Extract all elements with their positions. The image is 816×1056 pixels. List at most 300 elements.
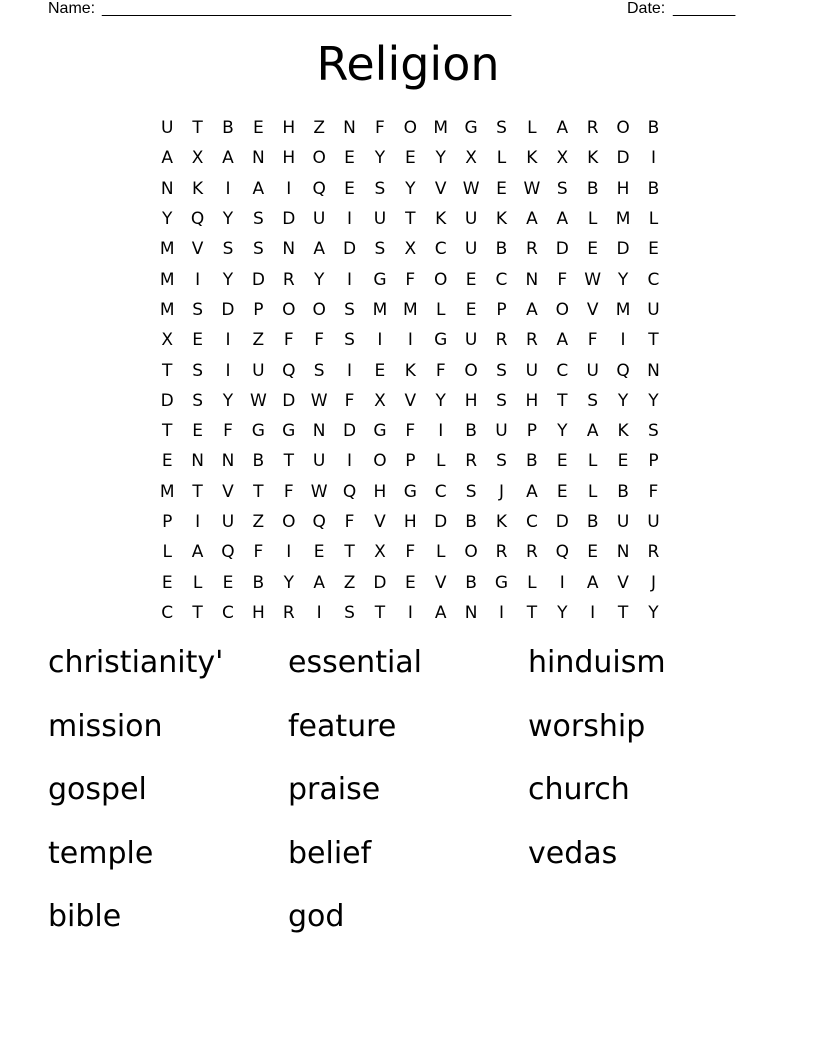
grid-letter: H [525,390,539,411]
grid-letter: D [342,421,357,442]
grid-letter: M [159,299,175,320]
grid-letter: D [282,390,296,411]
grid-letter: A [191,542,204,563]
grid-letter: S [252,209,264,230]
grid-letter: O [282,299,296,320]
grid-letter: N [221,451,235,472]
grid-letter: S [192,390,203,411]
word-list-item: gospel [48,772,147,807]
grid-letter: R [525,542,538,563]
grid-letter: N [616,542,630,563]
grid-letter: K [192,178,204,199]
grid-letter: L [435,299,446,320]
grid-letter: E [161,572,173,593]
grid-letter: S [192,360,203,381]
grid-letter: U [312,209,326,230]
grid-letter: W [462,178,480,199]
grid-letter: Y [648,602,659,623]
word-list-item: belief [288,835,372,871]
grid-letter: F [223,421,233,442]
grid-letter: E [192,330,203,351]
grid-letter: N [464,602,478,623]
grid-letter: E [465,269,477,290]
grid-letter: R [495,542,508,563]
grid-letter: G [373,421,387,442]
grid-letter: T [405,209,416,230]
grid-letter: J [650,572,656,593]
word-list [48,637,768,955]
grid-letter: I [559,572,565,593]
grid-letter: Y [162,209,173,230]
grid-letter: U [464,209,478,230]
grid-letter: H [464,390,478,411]
grid-letter: V [434,178,447,199]
grid-letter: I [225,178,231,199]
word-list-item: mission [48,708,163,744]
grid-letter: I [347,209,353,230]
grid-letter: C [525,512,538,532]
date-label: Date: [627,0,666,17]
grid-letter: O [434,269,448,290]
header-fields [48,0,748,20]
grid-letter: C [434,481,447,502]
grid-letter: R [282,602,295,623]
grid-letter: L [587,209,598,230]
grid-letter: T [648,330,659,351]
word-list-item: bible [48,899,122,934]
grid-letter: G [494,572,509,593]
grid-letter: I [347,269,353,290]
grid-letter: F [375,118,385,139]
grid-letter: V [434,572,447,593]
name-line: ______________________________________________ [102,0,512,17]
grid-letter: R [647,542,660,563]
grid-letter: L [648,209,659,230]
grid-letter: L [587,451,598,472]
grid-letter: Y [222,269,234,290]
grid-letter: A [526,209,538,230]
grid-letter: Q [282,360,296,381]
grid-letter: S [496,390,507,411]
grid-letter: V [404,390,417,411]
grid-letter: Z [313,118,325,139]
grid-letter: E [404,148,416,169]
grid-letter: F [557,269,568,290]
grid-letter: Q [312,512,326,532]
grid-letter: P [526,421,538,442]
grid-letter: D [434,512,448,532]
grid-letter: F [344,512,355,532]
word-list-item: church [528,772,630,807]
grid-letter: N [312,421,326,442]
grid-letter: S [313,360,325,381]
grid-letter: I [225,360,231,381]
grid-letter: A [222,148,234,169]
grid-letter: X [465,148,477,169]
grid-letter: T [526,602,538,623]
grid-letter: U [495,421,508,442]
grid-letter: T [557,390,568,411]
grid-letter: L [192,572,203,593]
grid-letter: A [586,421,599,442]
grid-letter: S [496,360,507,381]
grid-letter: L [496,148,507,169]
grid-letter: L [587,481,598,502]
grid-letter: F [344,390,355,411]
grid-letter: D [373,572,387,593]
word-list-item: god [288,899,345,934]
grid-letter: N [191,451,204,472]
grid-letter: S [192,299,203,320]
grid-letter: E [617,451,629,472]
grid-letter: Y [374,148,386,169]
grid-letter: S [496,118,507,139]
grid-letter: Q [221,542,235,563]
grid-letter: K [495,209,508,230]
grid-letter: L [162,542,172,563]
grid-letter: S [556,178,568,199]
grid-letter: B [222,118,234,139]
page-title: Religion [316,37,500,91]
grid-letter: X [161,330,174,351]
grid-letter: T [283,451,294,472]
grid-letter: T [192,481,203,502]
grid-letter: B [526,451,538,472]
grid-letter: Y [313,269,325,290]
grid-letter: S [648,421,659,442]
grid-letter: S [374,239,386,260]
grid-letter: Y [557,602,568,623]
grid-letter: U [373,209,387,230]
grid-letter: I [286,542,292,563]
grid-letter: L [527,572,537,593]
grid-letter: O [616,118,630,139]
grid-letter: G [251,421,265,442]
grid-letter: G [373,269,387,290]
grid-letter: U [252,360,265,381]
grid-letter: M [159,239,175,260]
grid-letter: W [523,178,541,199]
grid-letter: V [191,239,204,260]
grid-letter: G [464,118,478,139]
grid-letter: B [647,118,660,139]
grid-letter: M [372,299,388,320]
grid-letter: E [222,572,234,593]
grid-letter: V [586,299,599,320]
grid-letter: T [192,602,203,623]
word-list-item: christianity' [48,645,224,680]
grid-letter: Q [342,481,357,502]
grid-letter: I [347,360,353,381]
grid-letter: Q [190,209,205,230]
grid-letter: H [282,118,296,139]
grid-letter: Z [252,330,265,351]
grid-letter: E [556,481,568,502]
grid-letter: D [616,148,630,169]
grid-letter: K [495,512,508,532]
grid-letter: E [252,118,264,139]
grid-letter: O [464,360,478,381]
grid-letter: Y [283,572,294,593]
grid-letter: M [402,299,418,320]
grid-letter: P [405,451,416,472]
letter-grid [152,113,669,628]
grid-letter: Y [435,390,446,411]
word-list-item: hinduism [528,645,666,680]
grid-letter: A [252,178,265,199]
grid-letter: I [195,269,201,290]
grid-letter: B [465,512,477,532]
grid-letter: U [464,239,478,260]
grid-letter: T [617,602,629,623]
grid-letter: U [647,299,660,320]
grid-letter: F [253,542,264,563]
grid-letter: C [556,360,569,381]
grid-letter: O [403,118,418,139]
grid-letter: X [404,239,417,260]
grid-letter: D [221,299,235,320]
grid-letter: F [587,330,598,351]
grid-letter: S [222,239,234,260]
grid-letter: C [161,602,174,623]
grid-letter: I [590,602,596,623]
grid-letter: S [252,239,264,260]
grid-letter: W [584,269,602,290]
grid-letter: S [344,602,355,623]
grid-letter: T [162,421,173,442]
grid-letter: B [586,512,599,532]
grid-letter: O [464,542,478,563]
grid-letter: S [587,390,599,411]
grid-letter: F [405,421,416,442]
grid-letter: S [496,451,507,472]
grid-letter: R [495,330,508,351]
grid-letter: W [249,390,267,411]
grid-letter: E [192,421,203,442]
grid-letter: N [282,239,296,260]
grid-letter: S [344,330,355,351]
grid-letter: U [616,512,630,532]
grid-letter: D [282,209,296,230]
grid-letter: P [648,451,659,472]
grid-letter: I [407,330,413,351]
grid-letter: E [556,451,568,472]
grid-letter: F [405,269,416,290]
grid-letter: K [587,148,599,169]
grid-letter: P [496,299,507,320]
grid-letter: Y [617,269,629,290]
grid-letter: R [586,118,599,139]
grid-letter: V [617,572,629,593]
grid-letter: L [435,542,446,563]
grid-letter: D [160,390,174,411]
grid-letter: C [434,239,447,260]
grid-letter: I [620,330,626,351]
grid-letter: D [555,239,569,260]
grid-letter: M [615,209,631,230]
grid-letter: T [162,360,173,381]
grid-letter: C [495,269,508,290]
grid-letter: O [312,299,326,320]
grid-letter: V [374,512,386,532]
grid-letter: A [313,572,325,593]
grid-letter: H [282,148,296,169]
grid-letter: E [496,178,507,199]
grid-letter: G [282,421,296,442]
grid-letter: O [312,148,326,169]
grid-letter: E [313,542,325,563]
grid-letter: D [342,239,357,260]
grid-letter: S [465,481,477,502]
grid-letter: I [498,602,504,623]
grid-letter: R [525,239,538,260]
word-list-item: feature [288,708,397,744]
grid-letter: I [316,602,322,623]
grid-letter: U [647,512,660,532]
grid-letter: Y [405,178,416,199]
grid-letter: P [162,512,173,532]
word-list-item: worship [528,708,646,744]
grid-letter: F [435,360,446,381]
grid-letter: D [616,239,630,260]
grid-letter: N [525,269,539,290]
grid-letter: A [556,118,569,139]
grid-letter: S [374,178,386,199]
grid-letter: A [434,602,447,623]
grid-letter: L [435,451,446,472]
grid-letter: H [373,481,387,502]
grid-letter: H [616,178,630,199]
grid-letter: X [191,148,204,169]
grid-letter: A [526,299,538,320]
grid-letter: B [647,178,660,199]
grid-letter: F [283,330,294,351]
grid-letter: E [587,239,599,260]
grid-letter: B [465,421,477,442]
grid-letter: K [617,421,629,442]
grid-letter: L [527,118,537,139]
grid-letter: Y [617,390,629,411]
grid-letter: T [344,542,355,563]
grid-letter: O [282,512,296,532]
grid-letter: N [343,118,356,139]
grid-letter: I [347,451,353,472]
grid-letter: F [648,481,659,502]
grid-letter: M [433,118,449,139]
grid-letter: I [407,602,413,623]
grid-letter: B [252,572,265,593]
name-label: Name: [48,0,96,17]
grid-letter: E [344,178,355,199]
grid-letter: X [374,390,386,411]
grid-letter: E [404,572,416,593]
grid-letter: F [283,481,294,502]
grid-letter: N [252,148,265,169]
grid-letter: U [464,330,478,351]
grid-letter: A [556,330,569,351]
grid-letter: I [377,330,383,351]
grid-letter: Y [222,390,234,411]
word-list-item: praise [288,772,381,807]
grid-letter: U [160,118,174,139]
grid-letter: I [225,330,231,351]
grid-letter: Y [557,421,568,442]
grid-letter: A [526,481,538,502]
grid-letter: A [586,572,599,593]
grid-letter: I [286,178,292,199]
grid-letter: R [282,269,295,290]
grid-letter: R [465,451,477,472]
grid-letter: M [159,269,175,290]
grid-letter: U [586,360,599,381]
grid-letter: I [650,148,656,169]
grid-letter: B [252,451,265,472]
grid-letter: E [465,299,477,320]
grid-letter: Q [616,360,630,381]
grid-letter: Z [343,572,356,593]
grid-letter: Q [555,542,569,563]
grid-letter: B [495,239,508,260]
grid-letter: K [404,360,416,381]
grid-letter: W [310,481,328,502]
grid-letter: R [525,330,538,351]
grid-letter: I [195,512,201,532]
grid-letter: E [161,451,173,472]
grid-letter: A [556,209,569,230]
grid-letter: O [373,451,387,472]
grid-letter: T [253,481,264,502]
grid-letter: F [314,330,325,351]
grid-letter: T [192,118,203,139]
grid-letter: E [587,542,599,563]
grid-letter: E [374,360,386,381]
grid-letter: T [374,602,386,623]
grid-letter: E [344,148,355,169]
grid-letter: I [438,421,444,442]
grid-letter: A [313,239,325,260]
grid-letter: C [222,602,234,623]
grid-letter: N [160,178,174,199]
grid-letter: G [434,330,448,351]
grid-letter: Z [252,512,265,532]
grid-letter: U [221,512,235,532]
grid-letter: J [498,481,504,502]
grid-letter: F [405,542,416,563]
grid-letter: H [251,602,265,623]
grid-letter: A [161,148,174,169]
grid-letter: O [555,299,569,320]
grid-letter: B [586,178,599,199]
grid-letter: G [403,481,417,502]
grid-letter: V [222,481,234,502]
grid-letter: K [435,209,447,230]
grid-letter: E [648,239,659,260]
grid-letter: W [310,390,328,411]
grid-letter: D [555,512,569,532]
word-list-item: vedas [528,835,618,871]
word-list-item: essential [288,645,423,680]
grid-letter: D [251,269,265,290]
grid-letter: K [526,148,538,169]
grid-letter: M [615,299,631,320]
grid-letter: P [253,299,264,320]
grid-letter: Y [222,209,234,230]
grid-letter: Y [435,148,446,169]
grid-letter: U [312,451,326,472]
grid-letter: Q [312,178,326,199]
grid-letter: B [465,572,477,593]
grid-letter: C [647,269,660,290]
